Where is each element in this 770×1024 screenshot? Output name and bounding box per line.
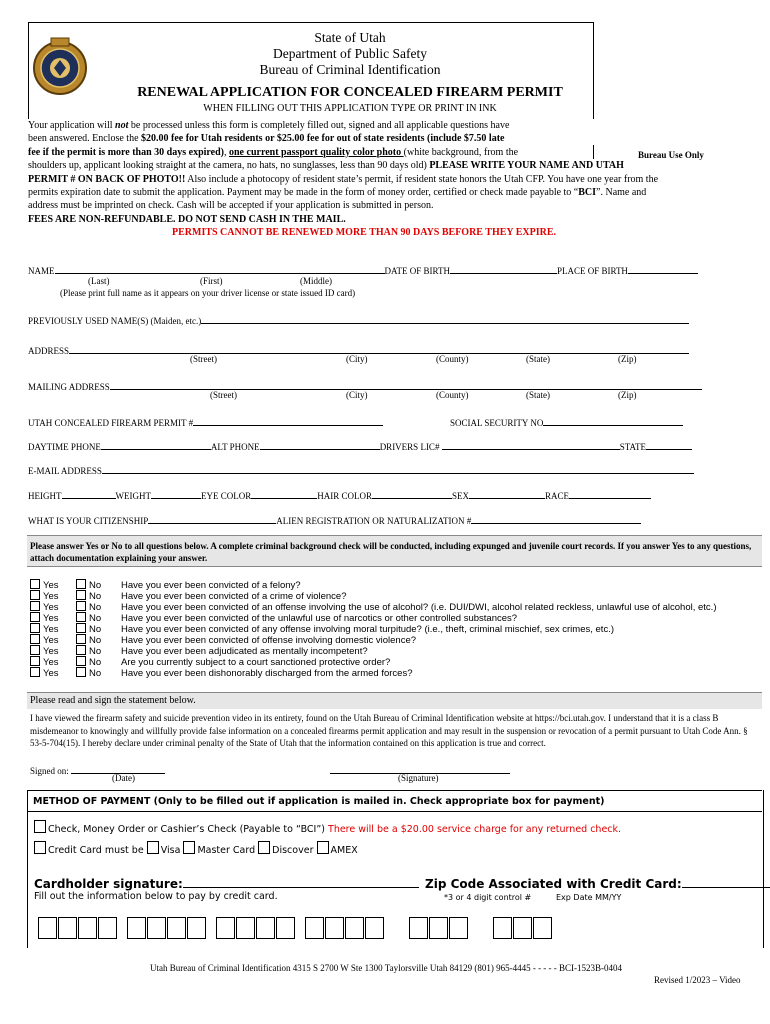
no-checkbox[interactable]: [76, 623, 86, 633]
question-row: Yes No Have you ever been convicted of a felony?: [30, 579, 770, 590]
yes-checkbox[interactable]: [30, 590, 40, 600]
question-text: Have you ever been convicted of any offense involving moral turpitude? (i.e., theft, criminal mischief, sex crimes, etc.): [121, 624, 614, 635]
signature-caption: (Signature): [398, 773, 439, 783]
footer-address: Utah Bureau of Criminal Identification 4315 S 2700 W Ste 1300 Taylorsville Utah 84129 (801) 965-4445 - - - - - BCI-1523B-0404: [150, 963, 623, 973]
date-caption: (Date): [112, 773, 135, 783]
no-checkbox[interactable]: [76, 601, 86, 611]
citizenship-field[interactable]: [148, 512, 276, 524]
fill-info: Fill out the information below to pay by credit card.: [34, 891, 278, 902]
card-digit-box[interactable]: [167, 917, 186, 939]
yes-checkbox[interactable]: [30, 601, 40, 611]
amex-checkbox[interactable]: [317, 841, 329, 854]
no-checkbox[interactable]: [76, 579, 86, 589]
weight-field[interactable]: [151, 487, 201, 499]
control-digit-box[interactable]: [409, 917, 428, 939]
yes-checkbox[interactable]: [30, 667, 40, 677]
card-digit-box[interactable]: [147, 917, 166, 939]
yes-checkbox[interactable]: [30, 612, 40, 622]
control-digit-box[interactable]: [429, 917, 448, 939]
yes-checkbox[interactable]: [30, 634, 40, 644]
exp-digit-box[interactable]: [513, 917, 532, 939]
card-digit-box[interactable]: [305, 917, 324, 939]
no-checkbox[interactable]: [76, 590, 86, 600]
no-checkbox[interactable]: [76, 612, 86, 622]
card-digit-box[interactable]: [236, 917, 255, 939]
header-bureau: Bureau of Criminal Identification: [259, 62, 441, 77]
no-checkbox[interactable]: [76, 634, 86, 644]
card-zip-field[interactable]: [682, 874, 770, 888]
form-title: RENEWAL APPLICATION FOR CONCEALED FIREARM PERMIT: [137, 85, 563, 100]
signed-on: Signed on:: [30, 762, 165, 776]
card-digit-box[interactable]: [38, 917, 57, 939]
question-row: Yes No Have you ever been convicted of a crime of violence?: [30, 590, 770, 601]
card-digit-box[interactable]: [216, 917, 235, 939]
dob-field[interactable]: [450, 262, 557, 274]
question-text: Have you ever been convicted of an offense involving the use of alcohol? (i.e. DUI/DWI, alcohol related reckless, unlawful use of alcohol, etc.): [121, 602, 717, 613]
visa-checkbox[interactable]: [147, 841, 159, 854]
header-state: State of Utah: [314, 30, 386, 45]
question-text: Have you ever been convicted of offense involving domestic violence?: [121, 635, 417, 646]
bureau-use-label: Bureau Use Only: [638, 150, 704, 160]
card-digit-box[interactable]: [325, 917, 344, 939]
exp-digit-box[interactable]: [533, 917, 552, 939]
address-field[interactable]: [69, 342, 689, 354]
yes-checkbox[interactable]: [30, 623, 40, 633]
name-field[interactable]: [55, 262, 385, 274]
intro-paragraph: Your application will not be processed unless this form is completely filled out, signed and all applicable questions have been answered. Enclose the $20.00 fee for Utah residents or $25.00 fee for out of state residents (include $7.50 late fee if the permit is more than 30 days expired), one current passport quality color photo (white background, from the shoulders up, applicant looking straight at the camera, no hats, no sunglasses, less than 90 days old) PLEASE WRITE YOUR NAME AND UTAH PERMIT # ON BACK OF PHOTO!! Also include a photocopy of resident state’s permit, if resident state honors the Utah CFP. You have one year from the permits expiration date to submit the application. Payment may be made in the form of money order, certified or check made payable to “BCI”. Name and address must be imprinted on check. Cash will be accepted if your application is submitted in person. FEES ARE NON-REFUNDABLE. DO NOT SEND CASH IN THE MAIL. PERMITS CANNOT BE RENEWED MORE THAN 90 DAYS BEFORE THEY EXPIRE.: [28, 119, 758, 240]
height-field[interactable]: [62, 487, 116, 499]
revised-date: Revised 1/2023 – Video: [654, 975, 741, 985]
statement-text: I have viewed the firearm safety and suicide prevention video in its entirety, found on the Utah Bureau of Criminal Identification website at https://bci.utah.gov. I understand that it is a class B misdemeanor to knowingly and willfully provide false information on a concealed firearms permit application and may result in the suspension or revocation of a permit pursuant to Utah Code Ann. § 53-5-704(15). I hereby declare under criminal penalty of the State of Utah that the information contained on this application is true and correct.: [30, 713, 748, 748]
exp-caption: Exp Date MM/YY: [556, 893, 622, 902]
card-digit-box[interactable]: [58, 917, 77, 939]
question-text: Have you ever been convicted of the unlawful use of narcotics or other controlled substances?: [121, 613, 518, 624]
divider: [593, 145, 595, 159]
daytime-phone-field[interactable]: [101, 438, 211, 450]
fees-notice: FEES ARE NON-REFUNDABLE. DO NOT SEND CASH IN THE MAIL.: [28, 213, 346, 225]
no-checkbox[interactable]: [76, 667, 86, 677]
card-digit-box[interactable]: [276, 917, 295, 939]
no-checkbox[interactable]: [76, 656, 86, 666]
alien-registration-field[interactable]: [471, 512, 641, 524]
eye-color-field[interactable]: [251, 487, 317, 499]
mailing-address-field[interactable]: [110, 378, 702, 390]
question-row: Yes No Have you ever been convicted of offense involving domestic violence?: [30, 634, 770, 645]
card-digit-box[interactable]: [98, 917, 117, 939]
control-digit-box[interactable]: [449, 917, 468, 939]
questions-list: [30, 579, 770, 678]
card-digit-box[interactable]: [78, 917, 97, 939]
cardholder-signature: Cardholder signature:: [34, 874, 419, 891]
card-digit-box[interactable]: [365, 917, 384, 939]
question-row: Yes No Have you ever been convicted of an offense involving the use of alcohol? (i.e. DUI/DWI, alcohol related reckless, unlawful use of alcohol, etc.): [30, 601, 770, 612]
question-row: Yes No Have you ever been dishonorably discharged from the armed forces?: [30, 667, 770, 678]
question-row: Yes No Have you ever been adjudicated as mentally incompetent?: [30, 645, 770, 656]
question-text: Have you ever been convicted of a crime of violence?: [121, 591, 347, 602]
mastercard-checkbox[interactable]: [183, 841, 195, 854]
pob-field[interactable]: [628, 262, 698, 274]
question-row: Yes No Are you currently subject to a court sanctioned protective order?: [30, 656, 770, 667]
payment-header: METHOD OF PAYMENT (Only to be filled out if application is mailed in. Check appropriate box for payment): [27, 790, 762, 812]
card-digit-box[interactable]: [256, 917, 275, 939]
yes-checkbox[interactable]: [30, 656, 40, 666]
previous-names-field[interactable]: [201, 312, 689, 324]
yes-checkbox[interactable]: [30, 645, 40, 655]
control-caption: *3 or 4 digit control #: [444, 893, 532, 902]
renewal-warning: PERMITS CANNOT BE RENEWED MORE THAN 90 DAYS BEFORE THEY EXPIRE.: [172, 227, 557, 239]
card-digit-box[interactable]: [127, 917, 146, 939]
discover-checkbox[interactable]: [258, 841, 270, 854]
question-row: Yes No Have you ever been convicted of any offense involving moral turpitude? (i.e., theft, criminal mischief, sex crimes, etc.): [30, 623, 770, 634]
check-checkbox[interactable]: [34, 820, 46, 833]
question-text: Have you ever been convicted of a felony?: [121, 580, 301, 591]
dl-state-field[interactable]: [646, 438, 692, 450]
statement-header: Please read and sign the statement below.: [27, 692, 762, 709]
header-dept: Department of Public Safety: [272, 46, 428, 61]
ssn-field[interactable]: [543, 414, 683, 426]
alt-phone-field[interactable]: [260, 438, 380, 450]
card-number-boxes: [38, 917, 553, 939]
card-digit-box[interactable]: [345, 917, 364, 939]
credit-card-checkbox[interactable]: [34, 841, 46, 854]
email-field[interactable]: [102, 462, 694, 474]
question-row: Yes No Have you ever been convicted of the unlawful use of narcotics or other controlled substances?: [30, 612, 770, 623]
check-option: Check, Money Order or Cashier’s Check (Payable to “BCI”) There will be a $20.00 service charge for any returned check.: [34, 820, 621, 835]
card-option: Credit Card must be Visa Master Card Discover AMEX: [34, 841, 358, 856]
exp-digit-box[interactable]: [493, 917, 512, 939]
questions-header: Please answer Yes or No to all questions below. A complete criminal background check will be conducted, including expunged and juvenile court records. If you answer Yes to any questions, attach documentation explaining your answer.: [27, 535, 762, 567]
cardholder-signature-field[interactable]: [183, 874, 419, 888]
question-text: Have you ever been dishonorably discharged from the armed forces?: [121, 668, 413, 679]
card-digit-box[interactable]: [187, 917, 206, 939]
permit-number-field[interactable]: [193, 414, 383, 426]
dps-seal-icon: [32, 34, 88, 104]
yes-checkbox[interactable]: [30, 579, 40, 589]
no-checkbox[interactable]: [76, 645, 86, 655]
question-text: Are you currently subject to a court sanctioned protective order?: [121, 657, 391, 668]
drivers-license-field[interactable]: [442, 438, 620, 450]
question-text: Have you ever been adjudicated as mentally incompetent?: [121, 646, 368, 657]
sex-field[interactable]: [469, 487, 545, 499]
zip-code: Zip Code Associated with Credit Card:: [425, 874, 770, 891]
ink-instruction: WHEN FILLING OUT THIS APPLICATION TYPE OR PRINT IN INK: [203, 103, 497, 114]
race-field[interactable]: [569, 487, 651, 499]
hair-color-field[interactable]: [372, 487, 452, 499]
